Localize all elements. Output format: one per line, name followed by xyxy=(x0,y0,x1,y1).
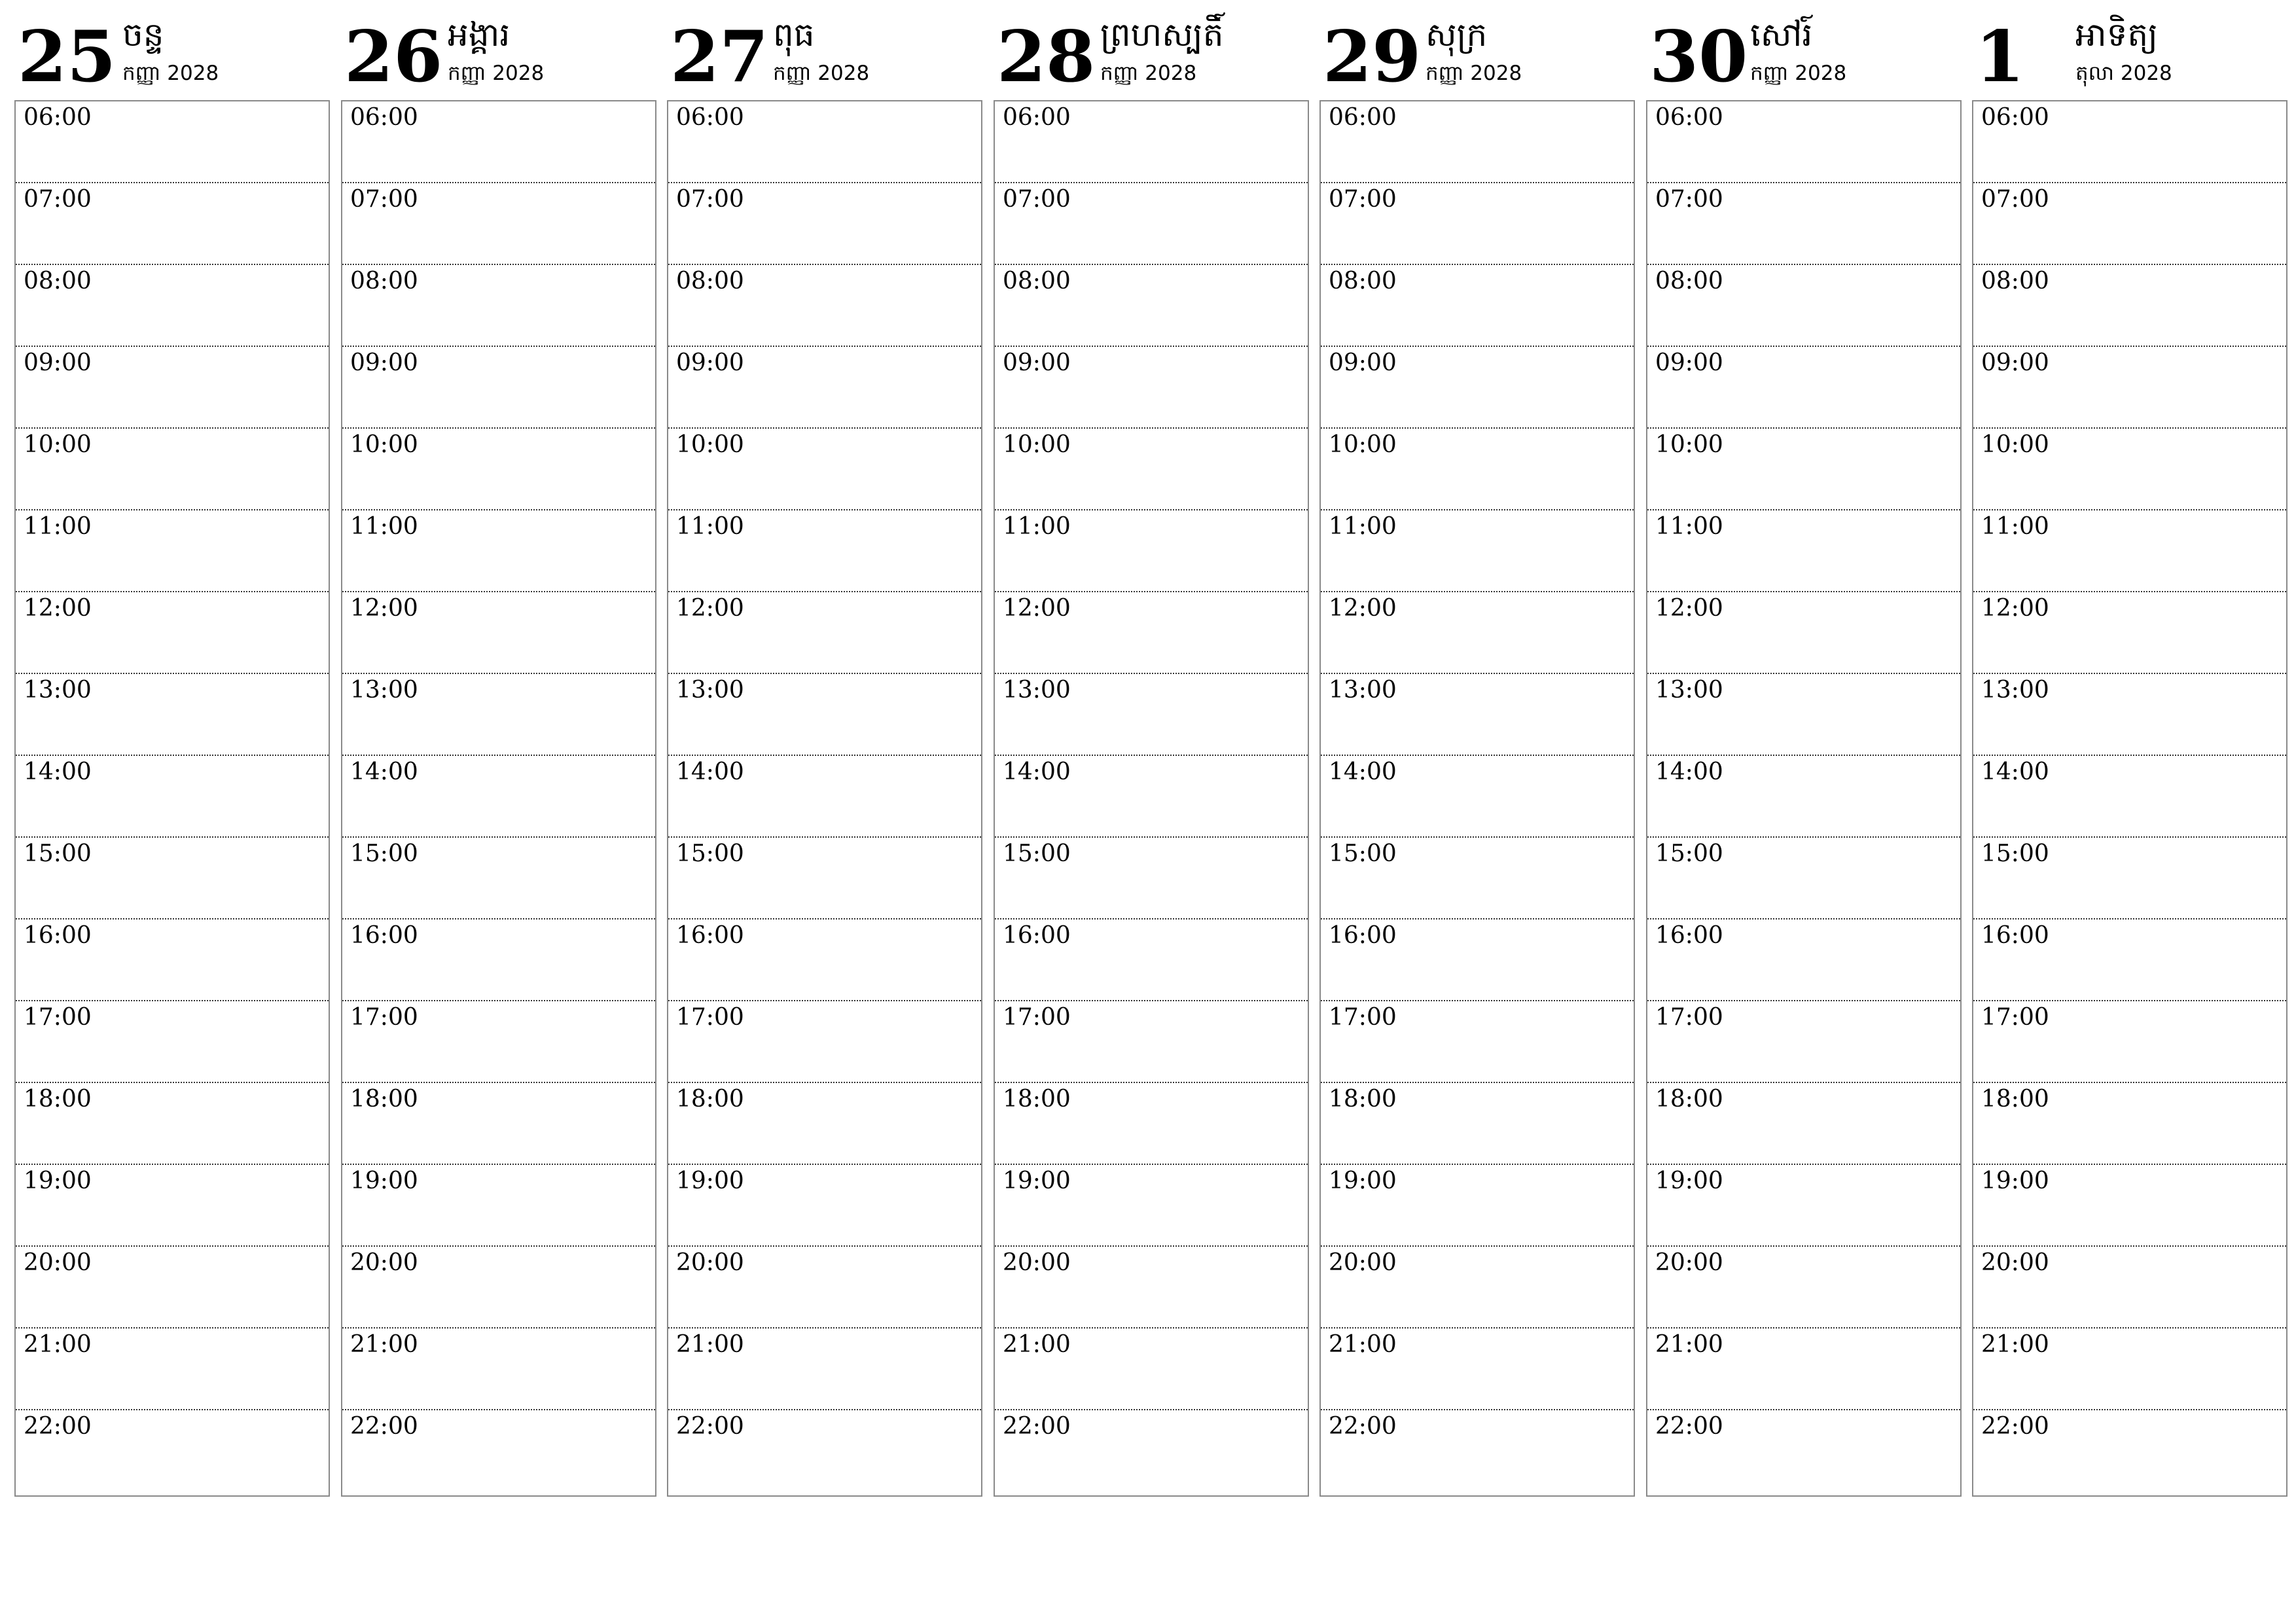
hour-slot[interactable] xyxy=(16,101,329,183)
hour-label: 11:00 xyxy=(350,513,418,540)
hour-slot[interactable] xyxy=(995,101,1308,183)
hour-label: 16:00 xyxy=(1981,922,2049,949)
day-name: សុក្រ xyxy=(1426,16,1488,54)
hour-label: 22:00 xyxy=(1003,1413,1071,1440)
hour-slot[interactable] xyxy=(1321,1165,1634,1247)
day-number: 25 xyxy=(18,16,117,98)
day-header xyxy=(14,0,330,100)
hour-label: 21:00 xyxy=(1329,1331,1397,1358)
hour-label: 17:00 xyxy=(24,1004,92,1031)
hour-label: 16:00 xyxy=(1003,922,1071,949)
month-year: តុលា 2028 xyxy=(2075,62,2172,85)
day-number: 1 xyxy=(1975,16,2025,98)
hour-label: 15:00 xyxy=(1655,840,1723,867)
hour-slot[interactable] xyxy=(1321,1083,1634,1165)
hour-label: 07:00 xyxy=(1655,186,1723,213)
hour-slot[interactable] xyxy=(1973,592,2286,674)
month-year: កញ្ញា 2028 xyxy=(1100,62,1197,85)
hour-label: 22:00 xyxy=(1329,1413,1397,1440)
hour-label: 13:00 xyxy=(1981,677,2049,704)
hour-slot[interactable] xyxy=(1321,1001,1634,1083)
hour-slot[interactable] xyxy=(342,592,655,674)
hour-slot[interactable] xyxy=(1647,429,1960,510)
hour-label: 07:00 xyxy=(676,186,744,213)
hour-slot[interactable] xyxy=(668,919,981,1001)
hour-label: 17:00 xyxy=(1981,1004,2049,1031)
hour-label: 11:00 xyxy=(24,513,92,540)
hour-label: 07:00 xyxy=(1329,186,1397,213)
hour-slot[interactable] xyxy=(668,1410,981,1492)
hour-label: 16:00 xyxy=(1329,922,1397,949)
day-schedule-box xyxy=(1319,100,1635,1497)
hour-label: 18:00 xyxy=(24,1086,92,1113)
hour-slot[interactable] xyxy=(995,592,1308,674)
hour-label: 12:00 xyxy=(1329,595,1397,622)
hour-slot[interactable] xyxy=(342,756,655,838)
hour-label: 20:00 xyxy=(1329,1249,1397,1276)
hour-label: 11:00 xyxy=(676,513,744,540)
hour-slot[interactable] xyxy=(16,919,329,1001)
hour-slot[interactable] xyxy=(16,1247,329,1329)
hour-slot[interactable] xyxy=(342,919,655,1001)
hour-label: 08:00 xyxy=(1329,268,1397,294)
hour-label: 10:00 xyxy=(1329,431,1397,458)
hour-label: 20:00 xyxy=(24,1249,92,1276)
day-number: 28 xyxy=(997,16,1096,98)
hour-slot[interactable] xyxy=(1647,919,1960,1001)
hour-label: 17:00 xyxy=(1655,1004,1723,1031)
hour-label: 18:00 xyxy=(350,1086,418,1113)
hour-label: 09:00 xyxy=(676,349,744,376)
hour-slot[interactable] xyxy=(342,1001,655,1083)
hour-slot[interactable] xyxy=(342,510,655,592)
hour-slot[interactable] xyxy=(995,1001,1308,1083)
hour-label: 06:00 xyxy=(1655,104,1723,131)
hour-label: 06:00 xyxy=(24,104,92,131)
day-number: 30 xyxy=(1649,16,1748,98)
hour-label: 12:00 xyxy=(1981,595,2049,622)
hour-slot[interactable] xyxy=(16,1410,329,1492)
hour-label: 08:00 xyxy=(350,268,418,294)
hour-slot[interactable] xyxy=(16,429,329,510)
hour-slot[interactable] xyxy=(668,183,981,265)
hour-slot[interactable] xyxy=(1647,265,1960,347)
hour-slot[interactable] xyxy=(342,1329,655,1410)
hour-slot[interactable] xyxy=(1973,1410,2286,1492)
hour-label: 13:00 xyxy=(1329,677,1397,704)
hour-label: 10:00 xyxy=(1003,431,1071,458)
hour-slot[interactable] xyxy=(668,756,981,838)
hour-label: 15:00 xyxy=(1329,840,1397,867)
hour-label: 15:00 xyxy=(24,840,92,867)
hour-label: 09:00 xyxy=(1655,349,1723,376)
hour-label: 06:00 xyxy=(350,104,418,131)
hour-slot[interactable] xyxy=(1321,838,1634,919)
hour-label: 21:00 xyxy=(1981,1331,2049,1358)
hour-slot[interactable] xyxy=(1321,265,1634,347)
hour-slot[interactable] xyxy=(995,265,1308,347)
hour-label: 19:00 xyxy=(350,1168,418,1194)
hour-label: 17:00 xyxy=(1003,1004,1071,1031)
hour-slot[interactable] xyxy=(1321,1410,1634,1492)
hour-slot[interactable] xyxy=(668,1083,981,1165)
hour-label: 11:00 xyxy=(1981,513,2049,540)
day-name: សៅរ៍ xyxy=(1750,16,1813,54)
hour-slot[interactable] xyxy=(1973,756,2286,838)
hour-slot[interactable] xyxy=(16,674,329,756)
hour-slot[interactable] xyxy=(995,183,1308,265)
hour-label: 07:00 xyxy=(24,186,92,213)
hour-slot[interactable] xyxy=(1973,1001,2286,1083)
hour-slot[interactable] xyxy=(995,919,1308,1001)
hour-slot[interactable] xyxy=(1321,429,1634,510)
hour-label: 20:00 xyxy=(350,1249,418,1276)
hour-slot[interactable] xyxy=(1647,183,1960,265)
hour-label: 07:00 xyxy=(1003,186,1071,213)
hour-label: 09:00 xyxy=(1003,349,1071,376)
hour-slot[interactable] xyxy=(995,1083,1308,1165)
day-name: ពុធ xyxy=(773,16,815,54)
hour-slot[interactable] xyxy=(1973,510,2286,592)
hour-label: 11:00 xyxy=(1655,513,1723,540)
day-schedule-box xyxy=(1972,100,2287,1497)
day-number: 27 xyxy=(670,16,769,98)
hour-label: 17:00 xyxy=(1329,1004,1397,1031)
month-year: កញ្ញា 2028 xyxy=(122,62,219,85)
hour-label: 22:00 xyxy=(24,1413,92,1440)
hour-slot[interactable] xyxy=(1973,183,2286,265)
hour-slot[interactable] xyxy=(1647,510,1960,592)
hour-label: 19:00 xyxy=(24,1168,92,1194)
hour-slot[interactable] xyxy=(16,1329,329,1410)
hour-label: 08:00 xyxy=(1655,268,1723,294)
hour-label: 09:00 xyxy=(1329,349,1397,376)
hour-label: 12:00 xyxy=(676,595,744,622)
day-name: ព្រហស្បតិ៍ xyxy=(1100,16,1224,54)
hour-label: 07:00 xyxy=(350,186,418,213)
hour-label: 21:00 xyxy=(24,1331,92,1358)
hour-slot[interactable] xyxy=(668,510,981,592)
hour-label: 16:00 xyxy=(676,922,744,949)
hour-slot[interactable] xyxy=(16,510,329,592)
hour-label: 15:00 xyxy=(676,840,744,867)
hour-label: 22:00 xyxy=(676,1413,744,1440)
hour-label: 19:00 xyxy=(676,1168,744,1194)
hour-slot[interactable] xyxy=(342,429,655,510)
hour-slot[interactable] xyxy=(995,674,1308,756)
hour-slot[interactable] xyxy=(1973,1083,2286,1165)
hour-slot[interactable] xyxy=(16,756,329,838)
day-name: ចន្ទ xyxy=(122,16,164,54)
hour-slot[interactable] xyxy=(668,265,981,347)
hour-slot[interactable] xyxy=(16,1083,329,1165)
hour-label: 10:00 xyxy=(350,431,418,458)
hour-slot[interactable] xyxy=(1321,674,1634,756)
hour-slot[interactable] xyxy=(1973,1247,2286,1329)
hour-label: 08:00 xyxy=(676,268,744,294)
hour-label: 19:00 xyxy=(1329,1168,1397,1194)
hour-slot[interactable] xyxy=(668,1001,981,1083)
hour-label: 21:00 xyxy=(350,1331,418,1358)
hour-slot[interactable] xyxy=(1973,347,2286,429)
hour-slot[interactable] xyxy=(668,1247,981,1329)
hour-slot[interactable] xyxy=(1321,101,1634,183)
hour-slot[interactable] xyxy=(342,347,655,429)
hour-label: 17:00 xyxy=(676,1004,744,1031)
hour-label: 20:00 xyxy=(1981,1249,2049,1276)
hour-slot[interactable] xyxy=(1647,1083,1960,1165)
hour-slot[interactable] xyxy=(1973,674,2286,756)
hour-slot[interactable] xyxy=(995,510,1308,592)
hour-label: 18:00 xyxy=(1655,1086,1723,1113)
hour-label: 07:00 xyxy=(1981,186,2049,213)
day-number: 26 xyxy=(344,16,443,98)
hour-label: 10:00 xyxy=(676,431,744,458)
hour-slot[interactable] xyxy=(668,347,981,429)
hour-label: 20:00 xyxy=(676,1249,744,1276)
hour-slot[interactable] xyxy=(995,1410,1308,1492)
hour-label: 16:00 xyxy=(1655,922,1723,949)
hour-label: 22:00 xyxy=(1655,1413,1723,1440)
hour-slot[interactable] xyxy=(342,183,655,265)
day-name: អាទិត្យ xyxy=(2075,16,2158,54)
hour-label: 06:00 xyxy=(676,104,744,131)
hour-label: 08:00 xyxy=(1981,268,2049,294)
hour-label: 06:00 xyxy=(1981,104,2049,131)
hour-slot[interactable] xyxy=(1647,1165,1960,1247)
hour-label: 14:00 xyxy=(1329,758,1397,785)
hour-slot[interactable] xyxy=(1321,1247,1634,1329)
hour-label: 14:00 xyxy=(350,758,418,785)
hour-label: 18:00 xyxy=(1003,1086,1071,1113)
hour-label: 10:00 xyxy=(1655,431,1723,458)
hour-label: 21:00 xyxy=(1655,1331,1723,1358)
hour-label: 10:00 xyxy=(24,431,92,458)
hour-label: 13:00 xyxy=(1003,677,1071,704)
day-header xyxy=(1319,0,1635,100)
hour-label: 21:00 xyxy=(1003,1331,1071,1358)
hour-slot[interactable] xyxy=(995,347,1308,429)
hour-label: 15:00 xyxy=(1981,840,2049,867)
hour-slot[interactable] xyxy=(342,674,655,756)
hour-label: 11:00 xyxy=(1329,513,1397,540)
hour-label: 15:00 xyxy=(350,840,418,867)
hour-label: 08:00 xyxy=(1003,268,1071,294)
hour-slot[interactable] xyxy=(1647,1001,1960,1083)
day-number: 29 xyxy=(1323,16,1422,98)
hour-slot[interactable] xyxy=(342,101,655,183)
hour-label: 18:00 xyxy=(1981,1086,2049,1113)
hour-label: 14:00 xyxy=(24,758,92,785)
hour-label: 12:00 xyxy=(24,595,92,622)
hour-label: 14:00 xyxy=(1003,758,1071,785)
hour-label: 12:00 xyxy=(350,595,418,622)
hour-label: 18:00 xyxy=(676,1086,744,1113)
hour-slot[interactable] xyxy=(342,1247,655,1329)
hour-slot[interactable] xyxy=(1321,347,1634,429)
hour-label: 09:00 xyxy=(350,349,418,376)
hour-label: 13:00 xyxy=(24,677,92,704)
hour-label: 14:00 xyxy=(1655,758,1723,785)
hour-label: 09:00 xyxy=(24,349,92,376)
hour-slot[interactable] xyxy=(16,347,329,429)
hour-slot[interactable] xyxy=(342,265,655,347)
hour-slot[interactable] xyxy=(668,429,981,510)
hour-label: 08:00 xyxy=(24,268,92,294)
hour-label: 09:00 xyxy=(1981,349,2049,376)
hour-slot[interactable] xyxy=(16,183,329,265)
day-header xyxy=(1972,0,2287,100)
hour-label: 18:00 xyxy=(1329,1086,1397,1113)
hour-slot[interactable] xyxy=(1321,919,1634,1001)
hour-slot[interactable] xyxy=(1647,1247,1960,1329)
hour-slot[interactable] xyxy=(16,838,329,919)
hour-label: 21:00 xyxy=(676,1331,744,1358)
hour-slot[interactable] xyxy=(1973,101,2286,183)
hour-slot[interactable] xyxy=(342,1410,655,1492)
hour-slot[interactable] xyxy=(1647,838,1960,919)
hour-label: 19:00 xyxy=(1003,1168,1071,1194)
hour-slot[interactable] xyxy=(1321,1329,1634,1410)
hour-slot[interactable] xyxy=(1321,592,1634,674)
hour-slot[interactable] xyxy=(342,1165,655,1247)
hour-slot[interactable] xyxy=(1321,510,1634,592)
hour-slot[interactable] xyxy=(16,265,329,347)
month-year: កញ្ញា 2028 xyxy=(773,62,870,85)
day-header xyxy=(667,0,982,100)
hour-slot[interactable] xyxy=(995,756,1308,838)
hour-label: 06:00 xyxy=(1329,104,1397,131)
hour-label: 19:00 xyxy=(1981,1168,2049,1194)
hour-slot[interactable] xyxy=(668,1329,981,1410)
hour-slot[interactable] xyxy=(995,1165,1308,1247)
hour-label: 20:00 xyxy=(1655,1249,1723,1276)
hour-slot[interactable] xyxy=(1647,592,1960,674)
hour-label: 14:00 xyxy=(1981,758,2049,785)
hour-label: 16:00 xyxy=(350,922,418,949)
day-schedule-box xyxy=(14,100,330,1497)
hour-slot[interactable] xyxy=(1647,1410,1960,1492)
hour-slot[interactable] xyxy=(1973,1165,2286,1247)
month-year: កញ្ញា 2028 xyxy=(1426,62,1522,85)
hour-slot[interactable] xyxy=(668,592,981,674)
hour-slot[interactable] xyxy=(995,838,1308,919)
hour-label: 13:00 xyxy=(350,677,418,704)
day-name: អង្គារ xyxy=(448,16,511,54)
hour-slot[interactable] xyxy=(1647,674,1960,756)
hour-slot[interactable] xyxy=(1973,838,2286,919)
hour-slot[interactable] xyxy=(1321,756,1634,838)
hour-slot[interactable] xyxy=(1973,265,2286,347)
day-schedule-box xyxy=(1646,100,1962,1497)
hour-slot[interactable] xyxy=(342,838,655,919)
day-header xyxy=(341,0,656,100)
day-schedule-box xyxy=(994,100,1309,1497)
hour-label: 14:00 xyxy=(676,758,744,785)
day-header xyxy=(1646,0,1962,100)
hour-slot[interactable] xyxy=(1647,1329,1960,1410)
month-year: កញ្ញា 2028 xyxy=(448,62,545,85)
hour-label: 12:00 xyxy=(1003,595,1071,622)
hour-slot[interactable] xyxy=(1973,1329,2286,1410)
hour-slot[interactable] xyxy=(1321,183,1634,265)
hour-label: 15:00 xyxy=(1003,840,1071,867)
hour-label: 22:00 xyxy=(1981,1413,2049,1440)
hour-slot[interactable] xyxy=(16,592,329,674)
hour-slot[interactable] xyxy=(995,1329,1308,1410)
hour-label: 20:00 xyxy=(1003,1249,1071,1276)
hour-label: 11:00 xyxy=(1003,513,1071,540)
hour-label: 10:00 xyxy=(1981,431,2049,458)
hour-slot[interactable] xyxy=(1647,347,1960,429)
hour-slot[interactable] xyxy=(342,1083,655,1165)
day-schedule-box xyxy=(667,100,982,1497)
hour-label: 22:00 xyxy=(350,1413,418,1440)
hour-slot[interactable] xyxy=(668,674,981,756)
hour-slot[interactable] xyxy=(668,838,981,919)
hour-slot[interactable] xyxy=(16,1001,329,1083)
hour-slot[interactable] xyxy=(1973,429,2286,510)
day-header xyxy=(994,0,1309,100)
day-schedule-box xyxy=(341,100,656,1497)
hour-label: 19:00 xyxy=(1655,1168,1723,1194)
hour-slot[interactable] xyxy=(1647,756,1960,838)
hour-slot[interactable] xyxy=(16,1165,329,1247)
hour-slot[interactable] xyxy=(668,1165,981,1247)
month-year: កញ្ញា 2028 xyxy=(1750,62,1847,85)
hour-label: 06:00 xyxy=(1003,104,1071,131)
hour-slot[interactable] xyxy=(995,1247,1308,1329)
hour-label: 13:00 xyxy=(676,677,744,704)
hour-label: 12:00 xyxy=(1655,595,1723,622)
hour-slot[interactable] xyxy=(1647,101,1960,183)
hour-label: 16:00 xyxy=(24,922,92,949)
hour-slot[interactable] xyxy=(668,101,981,183)
hour-label: 13:00 xyxy=(1655,677,1723,704)
hour-slot[interactable] xyxy=(995,429,1308,510)
hour-label: 17:00 xyxy=(350,1004,418,1031)
hour-slot[interactable] xyxy=(1973,919,2286,1001)
